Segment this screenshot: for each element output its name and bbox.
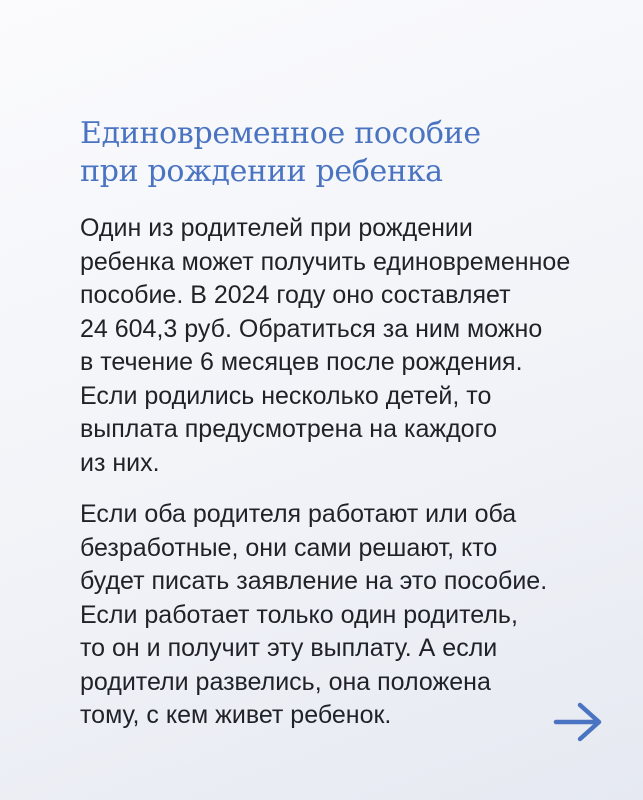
arrow-right-icon <box>552 701 604 743</box>
title-line: Единовременное пособие <box>80 116 481 151</box>
title-line: при рождении ребенка <box>80 154 443 189</box>
text-line: ребенка может получить единовременное <box>80 247 571 276</box>
next-slide-button[interactable] <box>552 701 604 743</box>
text-line: Если работает только один родитель, <box>80 600 518 629</box>
text-line: родители развелись, она положена <box>80 667 491 696</box>
text-line: Если оба родителя работают или оба <box>80 500 517 528</box>
text-line: тому, с кем живет ребенок. <box>80 701 392 729</box>
text-line: Если родились несколько детей, то <box>80 381 492 410</box>
text-line: будет писать заявление на это пособие. <box>80 567 548 595</box>
text-line: безработные, они сами решают, кто <box>80 533 498 562</box>
text-line: в течение 6 месяцев после рождения. <box>80 348 523 376</box>
paragraph-who-receives <box>80 498 620 733</box>
text-line: Один из родителей при рождении <box>80 214 473 242</box>
paragraph-benefit-description <box>80 212 620 480</box>
text-line: то он и получит эту выплату. А если <box>80 634 498 662</box>
text-line: 24 604,3 руб. Обратиться за ним можно <box>80 314 543 343</box>
page-title <box>80 115 600 191</box>
text-line: пособие. В 2024 году оно составляет <box>80 281 511 309</box>
text-line: из них. <box>80 448 160 477</box>
text-line: выплата предусмотрена на каждого <box>80 415 498 443</box>
